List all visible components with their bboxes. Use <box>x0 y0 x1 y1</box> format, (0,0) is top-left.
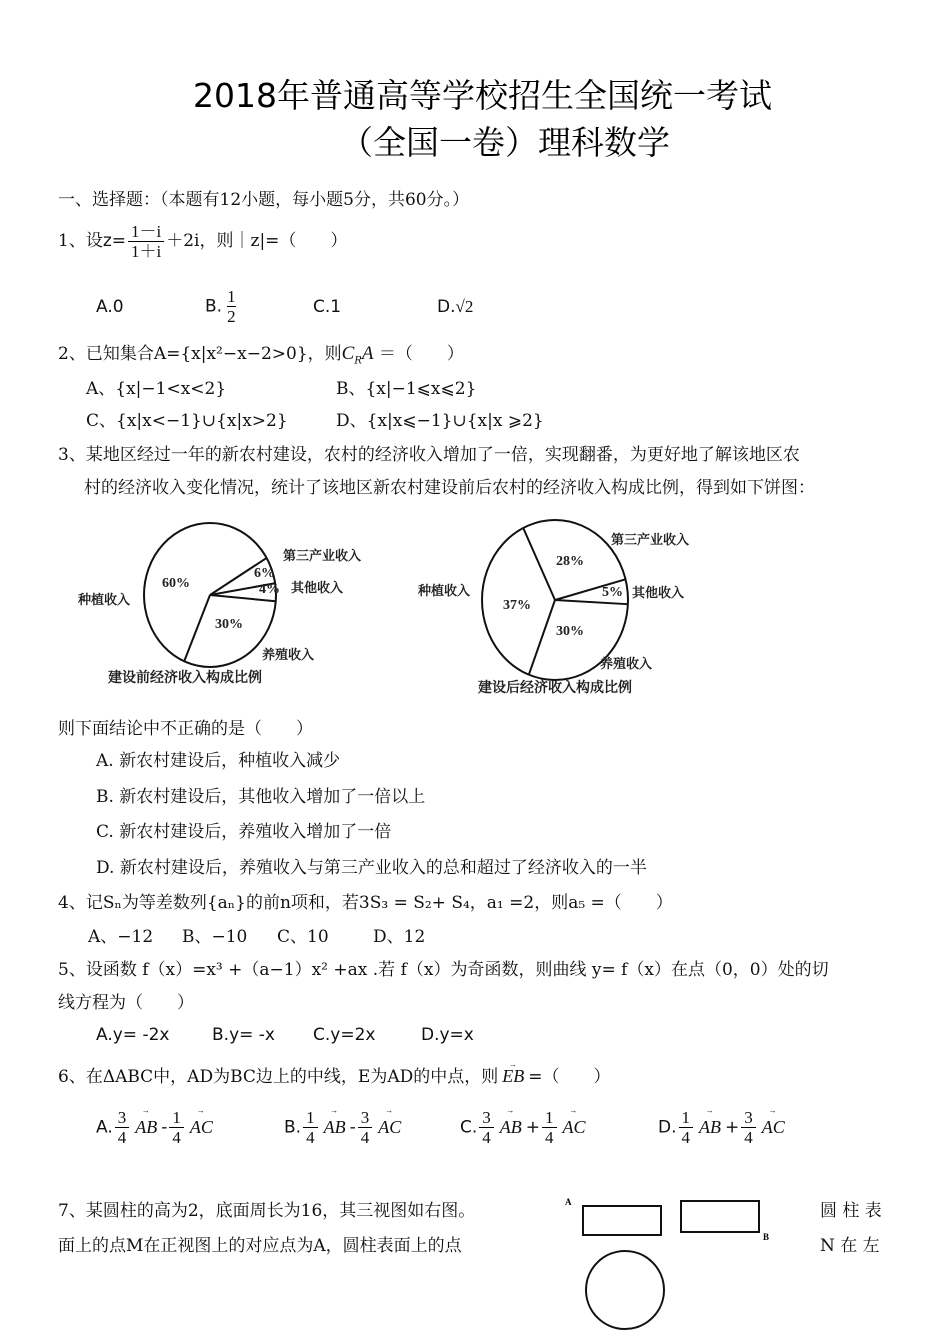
pie-slice-2-boundary <box>529 600 555 675</box>
fraction <box>358 1108 373 1147</box>
operator: - <box>161 1117 168 1138</box>
pie-before-label-tertiary: 第三产业收入 <box>283 549 362 564</box>
denominator: 4 <box>482 1128 491 1147</box>
fraction <box>115 1108 130 1147</box>
q1-option-b <box>205 287 241 326</box>
denominator: 4 <box>172 1128 181 1147</box>
operator: + <box>725 1117 740 1138</box>
q1-fraction <box>128 222 164 261</box>
q3-option-b: B. 新农村建设后，其他收入增加了一倍以上 <box>96 787 426 807</box>
q6-stem: 6、在ΔABC中，AD为BC边上的中线，E为AD的中点，则 <box>58 1067 499 1087</box>
numerator: 3 <box>115 1108 130 1128</box>
option-label: D. <box>658 1117 677 1138</box>
q5-option-d: D.y=x <box>421 1025 474 1045</box>
pie-before-caption: 建设前经济收入构成比例 <box>108 670 262 686</box>
q5-line-2: 线方程为（ ） <box>58 993 194 1013</box>
numerator: 3 <box>358 1108 373 1128</box>
q2-complement-c: C <box>341 343 355 364</box>
pie-before-pct-tertiary: 6% <box>254 566 275 581</box>
question-2 <box>58 343 464 372</box>
numerator: 1 <box>303 1108 318 1128</box>
vector-ab: → AB <box>500 1117 522 1138</box>
point-a-label: A <box>565 1197 572 1207</box>
vector-ab: → AB <box>135 1117 157 1138</box>
q1-denominator: 1＋i <box>131 242 162 261</box>
pie-after-pct-breeding: 30% <box>556 624 584 639</box>
denominator: 4 <box>545 1128 554 1147</box>
q1-option-c: C.1 <box>313 297 342 317</box>
q2-complement-a: A <box>361 343 374 364</box>
vector-ac: → AC <box>378 1117 401 1138</box>
pie-before-label-other: 其他收入 <box>291 581 344 596</box>
q6-vector-eb: → EB <box>502 1065 524 1087</box>
side-view-rect <box>681 1201 759 1232</box>
denominator: 4 <box>681 1128 690 1147</box>
vector-ab: → AB <box>699 1117 721 1138</box>
q2-complement-r: R <box>354 355 362 367</box>
pie-after-label-planting: 种植收入 <box>418 584 471 599</box>
question-1 <box>58 222 347 261</box>
q4-option-a: A、−12 <box>88 927 154 947</box>
fraction <box>479 1108 494 1147</box>
q6-option-d <box>658 1108 789 1147</box>
option-label: A. <box>96 1117 113 1138</box>
option-label: C. <box>460 1117 478 1138</box>
q5-option-c: C.y=2x <box>313 1025 376 1045</box>
q2-stem-end: ＝（ ） <box>378 344 464 364</box>
q2-option-c: C、{x|x<−1}∪{x|x>2} <box>86 411 288 431</box>
q1-b-label: B. <box>205 296 223 317</box>
q1-plus: ＋2i <box>166 231 200 251</box>
q1-b-fraction <box>224 287 239 326</box>
numerator: 1 <box>542 1108 557 1128</box>
title-line-1: 2018年普通高等学校招生全国统一考试 <box>193 76 772 115</box>
three-view-figure <box>555 1185 785 1344</box>
pie-after-pct-planting: 37% <box>503 598 531 613</box>
pie-charts-figure <box>0 515 950 705</box>
numerator: 1 <box>169 1108 184 1128</box>
denominator: 4 <box>744 1128 753 1147</box>
q4-option-b: B、−10 <box>182 927 248 947</box>
q1-z: z= <box>102 231 126 251</box>
q7-line-1-right: 圆 柱 表 <box>820 1201 882 1221</box>
q1-option-d <box>437 297 473 317</box>
q4-option-d: D、12 <box>373 927 426 947</box>
q7-line-1: 7、某圆柱的高为2，底面周长为16，其三视图如右图。 <box>58 1201 476 1221</box>
pie-slice-2-boundary <box>184 595 210 661</box>
fraction <box>542 1108 557 1147</box>
q1-d-value: √2 <box>455 297 474 316</box>
q6-option-b <box>284 1108 460 1147</box>
q1-option-a: A.0 <box>96 297 124 317</box>
option-label: B. <box>284 1117 302 1138</box>
q6-option-a <box>96 1108 284 1147</box>
fraction <box>303 1108 318 1147</box>
q1-b-den: 2 <box>227 307 236 326</box>
pie-slice-1-boundary <box>555 600 628 604</box>
operator: - <box>349 1117 356 1138</box>
top-view-circle <box>586 1251 664 1329</box>
pie-slice-3-boundary <box>523 528 555 600</box>
question-6 <box>58 1065 610 1088</box>
front-view-rect <box>583 1206 661 1235</box>
pie-before-label-breeding: 养殖收入 <box>262 648 315 663</box>
fraction <box>679 1108 694 1147</box>
q2-stem: 2、已知集合A={x|x²−x−2>0}，则 <box>58 344 342 364</box>
numerator: 3 <box>741 1108 756 1128</box>
vector-ac: → AC <box>190 1117 213 1138</box>
pie-after-pct-tertiary: 28% <box>556 554 584 569</box>
q3-question: 则下面结论中不正确的是（ ） <box>58 719 313 739</box>
q3-line-1: 3、某地区经过一年的新农村建设，农村的经济收入增加了一倍，实现翻番，为更好地了解该地区农 <box>58 445 800 465</box>
q7-line-2: 面上的点M在正视图上的对应点为A，圆柱表面上的点 <box>58 1236 462 1256</box>
operator: + <box>525 1117 541 1138</box>
q6-option-c <box>460 1108 658 1147</box>
q2-option-a: A、{x|−1<x<2} <box>86 379 227 399</box>
q3-option-a: A. 新农村建设后，种植收入减少 <box>96 751 341 771</box>
section-heading: 一、选择题：（本题有12小题，每小题5分，共60分。） <box>58 190 470 210</box>
q2-option-d: D、{x|x⩽−1}∪{x|x ⩾2} <box>336 411 544 431</box>
q5-option-b: B.y= -x <box>212 1025 275 1045</box>
vector-ab: → AB <box>324 1117 346 1138</box>
q7-line-2-right: N 在 左 <box>820 1236 880 1256</box>
point-b-label: B <box>763 1232 770 1242</box>
q5-option-a: A.y= -2x <box>96 1025 170 1045</box>
q1-numerator: 1－i <box>128 222 164 242</box>
q6-stem-end: =（ ） <box>528 1067 611 1087</box>
title-line-2: （全国一卷）理科数学 <box>340 123 670 162</box>
q1-suffix: ，则｜z|=（ ） <box>199 231 348 251</box>
q6-options <box>96 1108 789 1147</box>
vector-ac: → AC <box>563 1117 586 1138</box>
vector-ac: → AC <box>762 1117 785 1138</box>
q2-option-b: B、{x|−1⩽x⩽2} <box>336 379 477 399</box>
q1-b-num: 1 <box>227 287 236 306</box>
numerator: 3 <box>479 1108 494 1128</box>
pie-after-label-other: 其他收入 <box>632 586 685 601</box>
q4-option-c: C、10 <box>277 927 329 947</box>
question-4: 4、记Sₙ为等差数列{aₙ}的前n项和，若3S₃ = S₂+ S₄，a₁ =2，则a₅ =（ ） <box>58 893 673 913</box>
denominator: 4 <box>117 1128 127 1147</box>
pie-after-caption: 建设后经济收入构成比例 <box>478 680 632 696</box>
numerator: 1 <box>679 1108 694 1128</box>
q3-option-c: C. 新农村建设后，养殖收入增加了一倍 <box>96 822 392 842</box>
pie-before-pct-breeding: 30% <box>215 617 243 632</box>
denominator: 4 <box>306 1128 315 1147</box>
pie-after-pct-other: 5% <box>602 585 623 600</box>
q1-d-label: D. <box>437 297 456 317</box>
q3-line-2: 村的经济收入变化情况，统计了该地区新农村建设前后农村的经济收入构成比例，得到如下饼图： <box>84 478 815 498</box>
pie-after-label-tertiary: 第三产业收入 <box>611 533 690 548</box>
pie-after-label-breeding: 养殖收入 <box>600 657 653 672</box>
pie-before-label-planting: 种植收入 <box>78 593 131 608</box>
q5-line-1: 5、设函数 f（x）=x³ +（a−1）x² +ax .若 f（x）为奇函数，则曲线 y= f（x）在点（0，0）处的切 <box>58 960 829 980</box>
q3-option-d: D. 新农村建设后，养殖收入与第三产业收入的总和超过了经济收入的一半 <box>96 858 647 878</box>
fraction <box>741 1108 756 1147</box>
denominator: 4 <box>360 1128 370 1147</box>
pie-before-pct-other: 4% <box>259 582 280 597</box>
pie-chart-before <box>144 523 276 667</box>
q1-prefix: 1、设 <box>58 231 103 251</box>
pie-before-pct-planting: 60% <box>162 576 190 591</box>
fraction <box>169 1108 184 1147</box>
